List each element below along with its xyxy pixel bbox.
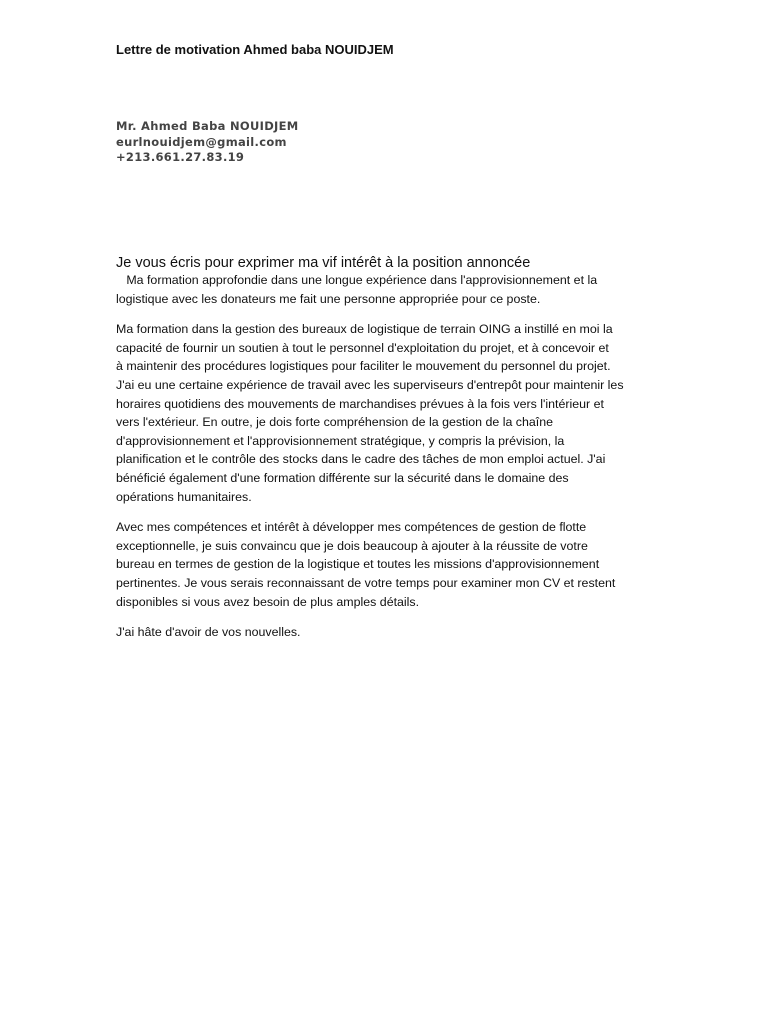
contact-phone: +213.661.27.83.19: [116, 150, 245, 164]
contact-block: [116, 119, 299, 166]
intro-sentence: Je vous écris pour exprimer ma vif intérêt à la position annoncée: [116, 255, 531, 271]
paragraph-line: disponibles si vous avez besoin de plus amples détails.: [116, 594, 420, 609]
contact-email: eurlnouidjem@gmail.com: [116, 134, 287, 149]
paragraph-line: à maintenir des procédures logistiques pour faciliter le mouvement du personnel du projet.: [116, 359, 611, 374]
paragraph-line: exceptionnelle, je suis convaincu que je dois beaucoup à ajouter à la réussite de votre: [116, 538, 588, 553]
paragraph-line: vers l'extérieur. En outre, je dois forte compréhension de la gestion de la chaîne: [116, 415, 553, 430]
paragraph-3: [116, 518, 656, 611]
paragraph-1: [116, 271, 656, 308]
paragraph-2: [116, 320, 656, 506]
paragraph-line: J'ai hâte d'avoir de vos nouvelles.: [116, 625, 301, 640]
paragraph-4: [116, 623, 656, 642]
paragraph-line: J'ai eu une certaine expérience de travail avec les superviseurs d'entrepôt pour maintenir les: [116, 377, 624, 392]
paragraph-line: horaires quotidiens des mouvements de marchandises prévues à la fois vers l'intérieur et: [116, 396, 604, 411]
paragraph-line: d'approvisionnement et l'approvisionnement stratégique, y compris la prévision, la: [116, 433, 565, 448]
letter-body: [116, 271, 656, 654]
document-title: Lettre de motivation Ahmed baba NOUIDJEM: [116, 42, 394, 57]
paragraph-line: logistique avec les donateurs me fait une personne appropriée pour ce poste.: [116, 291, 541, 306]
paragraph-line: opérations humanitaires.: [116, 489, 252, 504]
paragraph-line: bureau en termes de gestion de la logistique et toutes les missions d'approvisionnement: [116, 557, 600, 572]
contact-name: Mr. Ahmed Baba NOUIDJEM: [116, 119, 299, 133]
paragraph-line: pertinentes. Je vous serais reconnaissant de votre temps pour examiner mon CV et restent: [116, 575, 616, 590]
paragraph-line: Avec mes compétences et intérêt à développer mes compétences de gestion de flotte: [116, 520, 587, 535]
paragraph-line: planification et le contrôle des stocks dans le cadre des tâches de mon emploi actuel. J'ai: [116, 452, 606, 467]
paragraph-line: capacité de fournir un soutien à tout le personnel d'exploitation du projet, et à concevoir et: [116, 340, 609, 355]
paragraph-line: Ma formation approfondie dans une longue expérience dans l'approvisionnement et la: [116, 273, 598, 287]
paragraph-line: bénéficié également d'une formation différente sur la sécurité dans le domaine des: [116, 470, 569, 485]
paragraph-line: Ma formation dans la gestion des bureaux de logistique de terrain OING a instillé en moi la: [116, 322, 613, 337]
